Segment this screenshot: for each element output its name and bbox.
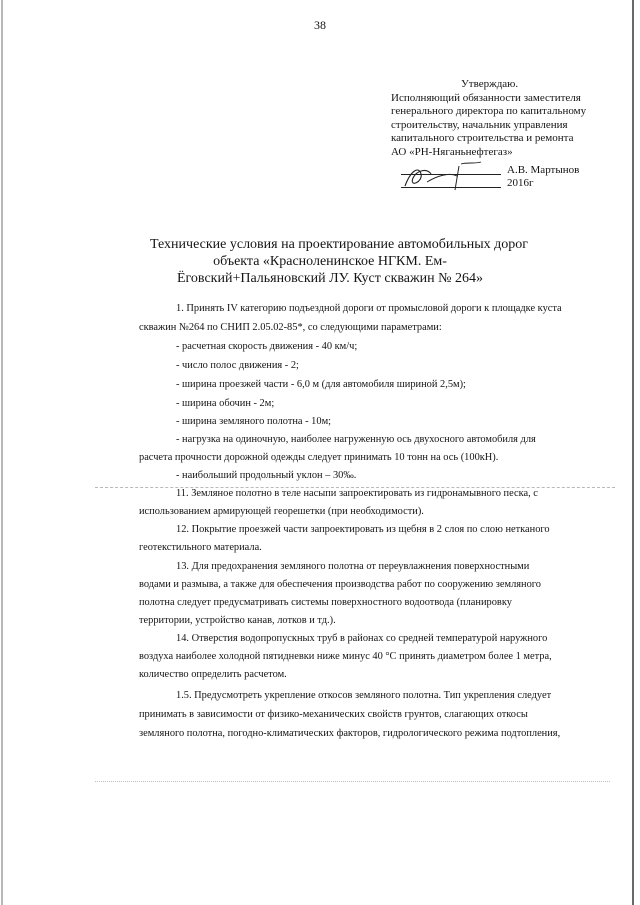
body-line: полотна следует предусматривать системы поверхностного водоотвода (планировку xyxy=(139,597,512,608)
body-line: скважин №264 по СНИП 2.05.02-85*, со следующими параметрами: xyxy=(139,322,442,333)
approval-line: капитального строительства и ремонта xyxy=(391,132,574,145)
body-line: - расчетная скорость движения - 40 км/ч; xyxy=(176,341,358,352)
body-line: количество определить расчетом. xyxy=(139,669,287,680)
body-line: 1.5. Предусмотреть укрепление откосов земляного полотна. Тип укрепления следует xyxy=(176,690,552,701)
body-line: расчета прочности дорожной одежды следует принимать 10 тонн на ось (100кН). xyxy=(139,452,499,463)
document-title xyxy=(150,236,528,287)
title-line: Ёговский+Пальяновский ЛУ. Куст скважин № 264» xyxy=(176,271,484,286)
scan-edge-left xyxy=(1,0,3,905)
scan-edge-right xyxy=(632,0,634,905)
body-line: - нагрузка на одиночную, наиболее нагруженную ось двухосного автомобиля для xyxy=(176,434,536,445)
approval-line: Исполняющий обязанности заместителя xyxy=(391,91,581,104)
approval-heading: Утверждаю. xyxy=(461,78,519,90)
body-line: использованием армирующей георешетки (при необходимости). xyxy=(139,506,424,517)
page-number: 38 xyxy=(314,18,326,32)
signature-year: 2016г xyxy=(507,177,534,189)
body-line: - ширина обочин - 2м; xyxy=(176,398,275,409)
approval-line: генерального директора по капитальному xyxy=(391,105,587,118)
body-line: водами и размыва, а также для обеспечения производства работ по сооружению земляного xyxy=(139,579,542,590)
body-line: 1. Принять IV категорию подъездной дороги от промысловой дороги к площадке куста xyxy=(176,303,562,314)
signer-name: А.В. Мартынов xyxy=(507,164,580,176)
body-line: территории, устройство канав, лотков и тд.). xyxy=(139,615,336,626)
body-line: земляного полотна, погодно-климатических факторов, гидрологического режима подтопления, xyxy=(139,728,561,739)
body-line: воздуха наиболее холодной пятидневки ниже минус 40 °С принять диаметром более 1 метра, xyxy=(139,651,552,662)
body-line: 14. Отверстия водопропускных труб в районах со средней температурой наружного xyxy=(176,633,548,644)
date-line xyxy=(401,187,501,188)
scan-artifact-line xyxy=(95,781,610,782)
approval-line: строительству, начальник управления xyxy=(391,118,568,131)
signature-row xyxy=(395,162,635,196)
approval-block xyxy=(391,78,631,160)
body-line: 12. Покрытие проезжей части запроектировать из щебня в 2 слоя по слою нетканого xyxy=(176,524,550,535)
body-line: - ширина земляного полотна - 10м; xyxy=(176,416,332,427)
title-line: Технические условия на проектирование автомобильных дорог xyxy=(150,237,528,252)
body-line: принимать в зависимости от физико-механических свойств грунтов, слагающих откосы xyxy=(139,709,528,720)
body-line: геотекстильного материала. xyxy=(139,542,262,553)
handwritten-signature xyxy=(397,160,497,194)
body-line: - наибольший продольный уклон – 30‰. xyxy=(176,470,357,481)
approval-line: АО «РН-Няганьнефтегаз» xyxy=(391,145,513,158)
body-line: - число полос движения - 2; xyxy=(176,360,299,371)
body-line: 13. Для предохранения земляного полотна от переувлажнения поверхностными xyxy=(176,561,530,572)
body-line: - ширина проезжей части - 6,0 м (для автомобиля шириной 2,5м); xyxy=(176,379,466,390)
signature-line xyxy=(401,174,501,175)
title-line: объекта «Красноленинское НГКМ. Ем- xyxy=(213,254,447,269)
body-line: 11. Земляное полотно в теле насыпи запроектировать из гидронамывного песка, с xyxy=(176,488,538,499)
